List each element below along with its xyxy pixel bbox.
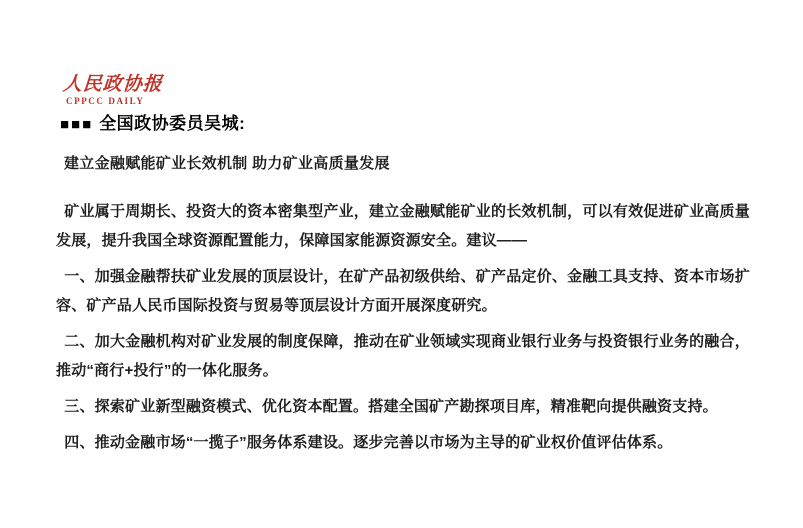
article-title: 建立金融赋能矿业长效机制 助力矿业高质量发展 [64, 155, 390, 172]
article-body [56, 197, 750, 457]
article-kicker [60, 114, 750, 135]
cppcc-daily-logo: 人民政协报 [62, 74, 164, 95]
cppcc-daily-logo-subtitle: CPPCC DAILY [66, 96, 145, 106]
article-paragraph: 四、推动金融市场“一揽子”服务体系建设。逐步完善以市场为主导的矿业权价值评估体系。 [64, 434, 673, 451]
article-content [56, 74, 750, 464]
black-squares-icon: ■■■ [60, 116, 94, 133]
kicker-text: 全国政协委员吴城: [99, 114, 246, 133]
article-paragraph: 三、探索矿业新型融资模式、优化资本配置。搭建全国矿产勘探项目库，精准靶向提供融资支持。 [64, 398, 718, 415]
article-paragraph: 二、加大金融机构对矿业发展的制度保障，推动在矿业领域实现商业银行业务与投资银行业务的融合，推动“商行+投行”的一体化服务。 [56, 333, 750, 379]
masthead [62, 74, 750, 107]
article-paragraph: 矿业属于周期长、投资大的资本密集型产业，建立金融赋能矿业的长效机制，可以有效促进矿业高质量发展，提升我国全球资源配置能力，保障国家能源资源安全。建议—— [56, 203, 750, 249]
article-paragraph: 一、加强金融帮扶矿业发展的顶层设计，在矿产品初级供给、矿产品定价、金融工具支持、资本市场扩容、矿产品人民币国际投资与贸易等顶层设计方面开展深度研究。 [56, 268, 750, 314]
